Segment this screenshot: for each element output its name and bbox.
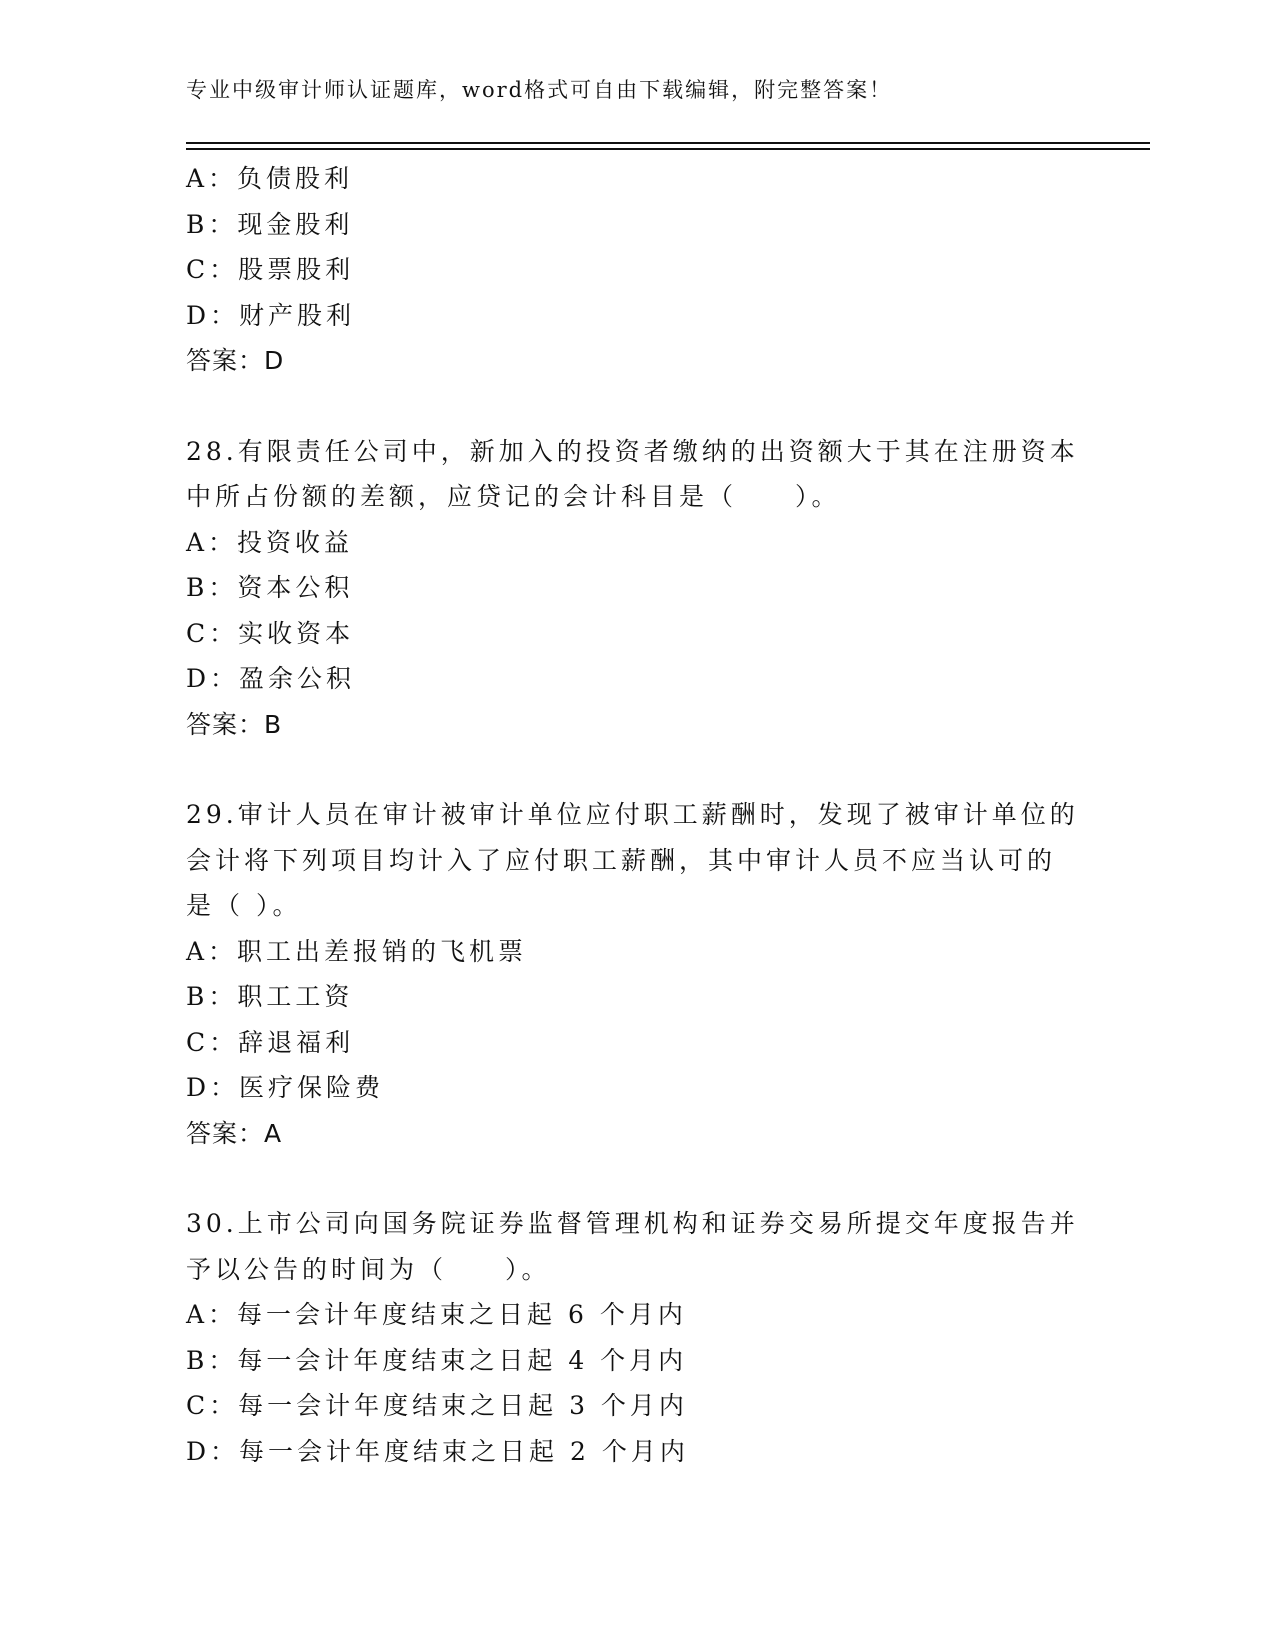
question-29 [186,792,1086,1156]
option-a: A：每一会计年度结束之日起 6 个月内 [186,1300,687,1329]
answer: 答案：A [186,1118,283,1148]
question-stem: 中所占份额的差额，应贷记的会计科目是（ ）。 [186,482,841,511]
option-a: A：负债股利 [186,164,354,193]
option-b: B：资本公积 [186,573,354,602]
header-rule-bottom [186,148,1150,150]
option-b: B：每一会计年度结束之日起 4 个月内 [186,1345,688,1375]
option-b: B：职工工资 [186,982,354,1011]
option-d: D：医疗保险费 [186,1073,385,1102]
option-d: D：财产股利 [186,300,356,330]
option-d: D：每一会计年度结束之日起 2 个月内 [186,1436,689,1466]
option-a: A：职工出差报销的飞机票 [186,936,528,966]
option-c: C：每一会计年度结束之日起 3 个月内 [186,1391,688,1420]
spacer [186,747,1086,792]
question-28 [186,429,1086,748]
question-stem: 29.审计人员在审计被审计单位应付职工薪酬时，发现了被审计单位的 [186,800,1079,829]
option-a: A：投资收益 [186,527,354,557]
question-stem: 是（ ）。 [186,891,302,920]
option-c: C：股票股利 [186,255,355,284]
question-30 [186,1201,1086,1474]
option-c: C：实收资本 [186,618,355,648]
page-header: 专业中级审计师认证题库，word格式可自由下载编辑，附完整答案！ [186,78,893,102]
question-27 [186,156,1086,384]
option-b: B：现金股利 [186,209,354,239]
spacer [186,1156,1086,1201]
question-stem: 会计将下列项目均计入了应付职工薪酬，其中审计人员不应当认可的 [186,845,1057,875]
question-stem: 予以公告的时间为（ ）。 [186,1254,551,1284]
spacer [186,384,1086,429]
answer: 答案：D [186,346,285,375]
question-stem: 28.有限责任公司中，新加入的投资者缴纳的出资额大于其在注册资本 [186,436,1079,466]
option-d: D：盈余公积 [186,664,356,693]
answer: 答案：B [186,709,283,739]
question-stem: 30.上市公司向国务院证券监督管理机构和证券交易所提交年度报告并 [186,1209,1079,1238]
question-list [186,156,1086,1474]
option-c: C：辞退福利 [186,1027,355,1057]
header-rule-top [186,142,1150,144]
